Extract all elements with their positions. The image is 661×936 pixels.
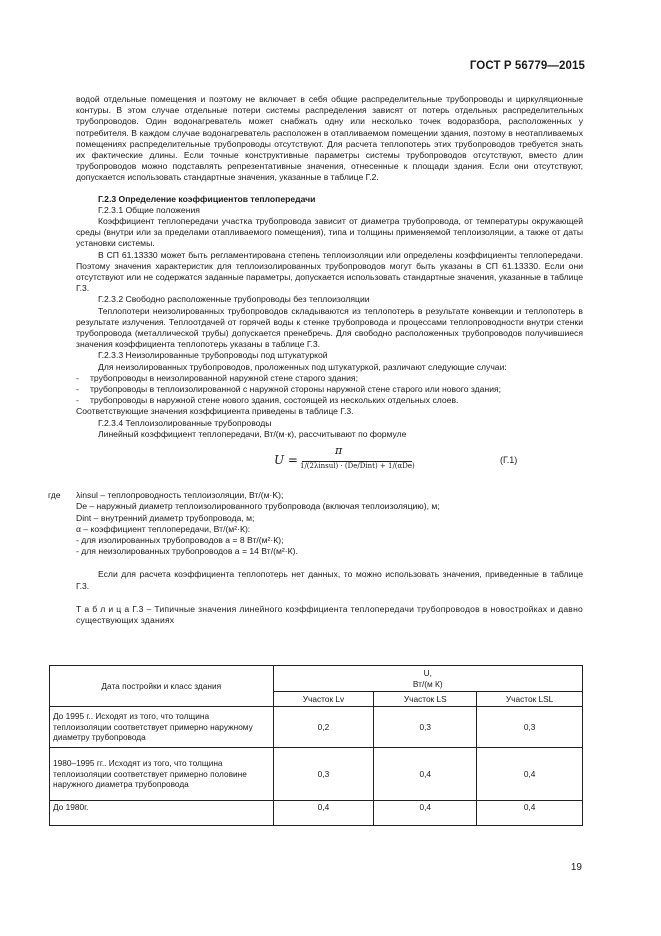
where-item: - для изолированных трубопроводов a = 8 Вт/(м²·К); [76,534,284,545]
table-cell: 0,4 [477,801,583,826]
table-cell: 1980–1995 гг.. Исходят из того, что толщина теплоизоляции соответствует примерно половине наружного диаметра трубопровода [50,748,274,801]
formula-lhs: U = [274,453,298,468]
table-header-cell: Участок Lv [273,692,374,707]
table-cell: До 1980г. [50,801,274,826]
paragraph: Линейный коэффициент теплопередачи, Вт/(м·к), рассчитывают по формуле [98,428,407,439]
table-row [50,801,583,826]
where-item: Dint – внутренний диаметр трубопровода, м; [76,512,255,523]
list-item: - трубопроводы в неизолированной наружной стене старого здания; [76,372,358,383]
table-group-header: U, Вт/(м К) [273,666,582,692]
table-cell: До 1995 г.. Исходят из того, что толщина теплоизоляции соответствует примерно наружному диаметру трубопровода [50,707,274,748]
table-header-cell: Участок LSL [477,692,583,707]
subsection-heading-2: Г.2.3.2 Свободно расположенные трубопроводы без теплоизоляции [98,294,370,305]
where-item: De – наружный диаметр теплоизолированного трубопровода (включая теплоизоляцию), м; [76,501,440,512]
subsection-heading-1: Г.2.3.1 Общие положения [98,204,200,215]
table-cell: 0,3 [374,707,477,748]
subsection-heading-3: Г.2.3.3 Неизолированные трубопроводы под штукатуркой [98,350,328,361]
table-title: Т а б л и ц а Г.3 – Типичные значения линейного коэффициента теплопередачи трубопроводов в новостройках и давно существующих зданиях [76,603,583,625]
table-cell: 0,3 [477,707,583,748]
table-row [50,748,583,801]
paragraph: В СП 61.13330 может быть регламентирована степень теплоизоляции или определены коэффициенты теплопередачи. Поэтому значения характеристик для теплоизолированных трубопроводов могут быть указаны в СП 61.13330. Если они отсутствуют или не содержатся заданные параметры, допускается использовать стандартные значения, указанные в таблице Г.3. [76,249,583,294]
document-id: ГОСТ Р 56779—2015 [469,60,585,72]
list-item: - трубопроводы в теплоизолированной с наружной стороны наружной стене старого или нового здания; [76,384,502,395]
formula-denominator: 1/(2λinsul) · (De/Dint) + 1/(αDe) [300,462,415,471]
table-cell: 0,3 [273,748,374,801]
list-item: - трубопроводы в наружной стене нового здания, состоящей из нескольких отдельных слоев. [76,395,459,406]
paragraph: Теплопотери неизолированных трубопроводов складываются из теплопотерь в результате конвекции и теплопотерь в результате излучения. Теплоотдачей от горячей воды к стенке трубопровода и процессами теплопроводности внутри стенки трубопровода (металлической трубы) допускается пренебречь. Для свободно расположенных трубопроводов получившиеся значения коэффициента теплопотерь указаны в таблице Г.3. [76,305,583,350]
paragraph: Коэффициент теплопередачи участка трубопровода зависит от диаметра трубопровода, от температуры окружающей среды (внутри или за пределами отапливаемого помещения), типа и толщины применяемой теплоизоляции, а также от даты установки системы. [76,216,583,249]
formula-number: (Г.1) [500,455,518,466]
table-cell: 0,4 [273,801,374,826]
data-table [49,665,583,826]
section-title: Г.2.3 Определение коэффициентов теплопередачи [98,193,316,204]
page-number: 19 [570,862,582,873]
subsection-heading-4: Г.2.3.4 Теплоизолированные трубопроводы [98,417,272,428]
table-cell: 0,4 [477,748,583,801]
table-row [50,707,583,748]
intro-paragraph: водой отдельные помещения и поэтому не включает в себя общие распределительные трубопроводы и циркуляционные контуры. В этом случае отдельные потери системы распределения зависят от потерь отдельных распределительных трубопроводов. Один водонагреватель может снабжать одну или несколько точек водоразбора, расположенных у потребителя. В каждом случае водонагреватель расположен в отапливаемом помещении здания, поэтому в неотапливаемых помещениях распределительные трубопроводы отсутствуют. Для расчета теплопотерь этих трубопроводов требуется знать их фактические длины. Если точные конструктивные параметры системы трубопроводов отсутствуют, вместо длин трубопроводов можно подставлять репрезентативные значения, отнесенные к площади здания. Если они отсутствуют, допускается использовать стандартные значения, указанные в таблице Г.2. [76,94,583,183]
table-header-cell: Дата постройки и класс здания [50,666,274,707]
where-block [48,490,583,557]
paragraph: Соответствующие значения коэффициента приведены в таблице Г.3. [76,406,354,417]
document-body [48,94,583,626]
where-item: - для неизолированных трубопроводов a = 14 Вт/(м²·К). [76,546,298,557]
paragraph: Если для расчета коэффициента теплопотерь нет данных, то можно использовать значения, приведенные в таблице Г.3. [76,569,583,591]
where-item: λinsul – теплопроводность теплоизоляции, Вт/(м·K); [76,490,284,501]
table-header-row [50,666,583,692]
table-cell: 0,4 [374,801,477,826]
table-header-cell: Участок LS [374,692,477,707]
table-cell: 0,2 [273,707,374,748]
paragraph: Для неизолированных трубопроводов, проложенных под штукатуркой, различают следующие случаи: [98,361,507,372]
where-item: α – коэффициент теплопередачи, Вт/(м²·К): [76,523,251,534]
where-label: где [48,490,61,501]
formula-block [76,446,583,484]
formula-numerator: π [335,444,343,458]
table-cell: 0,4 [374,748,477,801]
